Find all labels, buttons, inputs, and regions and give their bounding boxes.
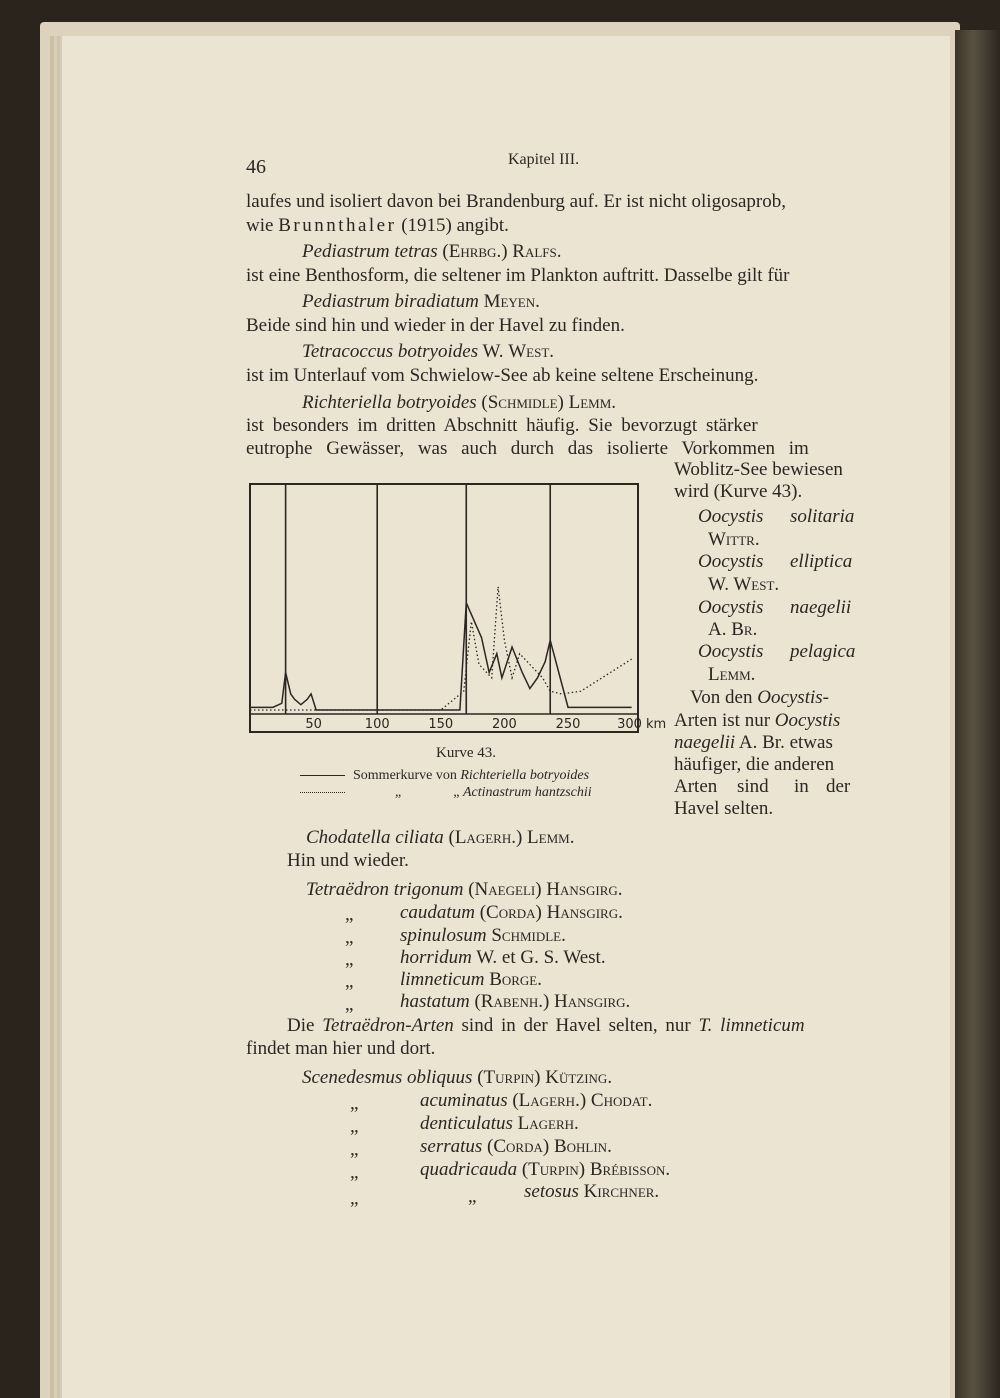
x-tick-label: 250 [555, 717, 581, 732]
oocystis-4-author: Lemm. [708, 664, 756, 685]
tetraedron-item-3: horridum W. et G. S. West. [400, 947, 606, 968]
page-number: 46 [246, 156, 266, 178]
tetraedron-item-5: hastatum (Rabenh.) Hansgirg. [400, 991, 631, 1012]
series-line-solid [250, 603, 632, 710]
book-binding-edge [955, 30, 1000, 1398]
scenedesmus-heading: Scenedesmus obliquus (Turpin) Kützing. [302, 1067, 613, 1088]
tetraedron-ditto-5: „ [345, 994, 354, 1015]
species-heading-richteriella: Richteriella botryoides (Schmidle) Lemm. [302, 392, 617, 413]
side-para-4: häufiger, die anderen [674, 754, 835, 775]
side-para-2: Arten ist nur Oocystis [674, 710, 841, 731]
side-para-5a: Arten [674, 776, 718, 797]
chart-frame [250, 484, 638, 732]
side-para-5b: sind [737, 776, 769, 797]
tetraedron-summary-1: Die Tetraëdron-Arten sind in der Havel selten, nur T. limneticum [287, 1015, 805, 1036]
scenedesmus-ditto-5: „ [350, 1188, 359, 1209]
oocystis-4-species: pelagica [790, 641, 856, 662]
species-text-4b: eutrophe Gewässer, was auch durch das isolierte Vorkommen im [246, 438, 809, 459]
kurve-43-chart [248, 480, 667, 738]
tetraedron-item-4: limneticum Borge. [400, 969, 542, 990]
species-heading-pediastrum-tetras: Pediastrum tetras (Ehrbg.) Ralfs. [302, 241, 562, 262]
oocystis-1-species: solitaria [790, 506, 855, 527]
chodatella-text: Hin und wieder. [287, 850, 409, 871]
side-para-3: naegelii A. Br. etwas [674, 732, 833, 753]
scenedesmus-item-4: quadricauda (Turpin) Brébisson. [420, 1159, 671, 1180]
figure-legend-2: „ „ Actinastrum hantzschii [300, 781, 592, 805]
x-tick-label: 100 [364, 717, 390, 732]
legend-dotted-line-icon [300, 792, 345, 793]
x-tick-label: 50 [305, 717, 322, 732]
x-tick-label: 300 km [617, 717, 667, 732]
oocystis-3-genus: Oocystis [698, 597, 764, 618]
oocystis-1-author: Wittr. [708, 529, 760, 550]
x-tick-label: 200 [492, 717, 517, 732]
scenedesmus-ditto-4: „ [350, 1162, 359, 1183]
side-line-2: wird (Kurve 43). [674, 481, 803, 502]
scenedesmus-item-1: acuminatus (Lagerh.) Chodat. [420, 1090, 653, 1111]
oocystis-2-author: W. West. [708, 574, 780, 595]
tetraedron-item-2: spinulosum Schmidle. [400, 925, 566, 946]
series-line-dotted [250, 587, 632, 710]
tetraedron-item-1: caudatum (Corda) Hansgirg. [400, 902, 623, 923]
scenedesmus-item-5: setosus Kirchner. [524, 1181, 660, 1202]
scenedesmus-item-3: serratus (Corda) Bohlin. [420, 1136, 612, 1157]
tetraedron-ditto-3: „ [345, 949, 354, 970]
side-line-1: Woblitz-See bewiesen [674, 459, 843, 480]
species-heading-pediastrum-biradiatum: Pediastrum biradiatum Meyen. [302, 291, 540, 312]
side-para-5d: der [826, 776, 851, 797]
scenedesmus-ditto-5b: „ [468, 1186, 477, 1207]
scenedesmus-ditto-2: „ [350, 1116, 359, 1137]
figure-caption: Kurve 43. [436, 745, 496, 761]
side-para-1: Von den Oocystis- [690, 687, 829, 708]
side-para-5c: in [794, 776, 809, 797]
oocystis-2-species: elliptica [790, 551, 853, 572]
oocystis-3-author: A. Br. [708, 619, 758, 640]
tetraedron-summary-2: findet man hier und dort. [246, 1038, 436, 1059]
running-title: Kapitel III. [508, 151, 580, 168]
side-para-6: Havel selten. [674, 798, 774, 819]
oocystis-3-species: naegelii [790, 597, 852, 618]
oocystis-4-genus: Oocystis [698, 641, 764, 662]
figure-legend-1: Sommerkurve von Richteriella botryoides [300, 764, 589, 788]
species-text-2: Beide sind hin und wieder in der Havel zu finden. [246, 315, 625, 336]
scenedesmus-item-2: denticulatus Lagerh. [420, 1113, 579, 1134]
intro-line-2: wie Brunnthaler (1915) angibt. [246, 215, 509, 236]
legend-solid-line-icon [300, 775, 345, 776]
species-text-1: ist eine Benthosform, die seltener im Plankton auftritt. Dasselbe gilt für [246, 265, 790, 286]
tetraedron-ditto-2: „ [345, 927, 354, 948]
x-tick-label: 150 [428, 717, 454, 732]
tetraedron-heading: Tetraëdron trigonum (Naegeli) Hansgirg. [306, 879, 623, 900]
oocystis-2-genus: Oocystis [698, 551, 764, 572]
scenedesmus-ditto-1: „ [350, 1093, 359, 1114]
species-text-3: ist im Unterlauf vom Schwielow-See ab keine seltene Erscheinung. [246, 365, 759, 386]
tetraedron-ditto-4: „ [345, 971, 354, 992]
intro-line-1: laufes und isoliert davon bei Brandenburg auf. Er ist nicht oligosaprob, [246, 191, 786, 212]
oocystis-1-genus: Oocystis [698, 506, 764, 527]
chodatella-heading: Chodatella ciliata (Lagerh.) Lemm. [306, 827, 575, 848]
tetraedron-ditto-1: „ [345, 904, 354, 925]
species-heading-tetracoccus: Tetracoccus botryoides W. West. [302, 341, 555, 362]
scenedesmus-ditto-3: „ [350, 1139, 359, 1160]
species-text-4a: ist besonders im dritten Abschnitt häufig. Sie bevorzugt stärker [246, 415, 758, 436]
